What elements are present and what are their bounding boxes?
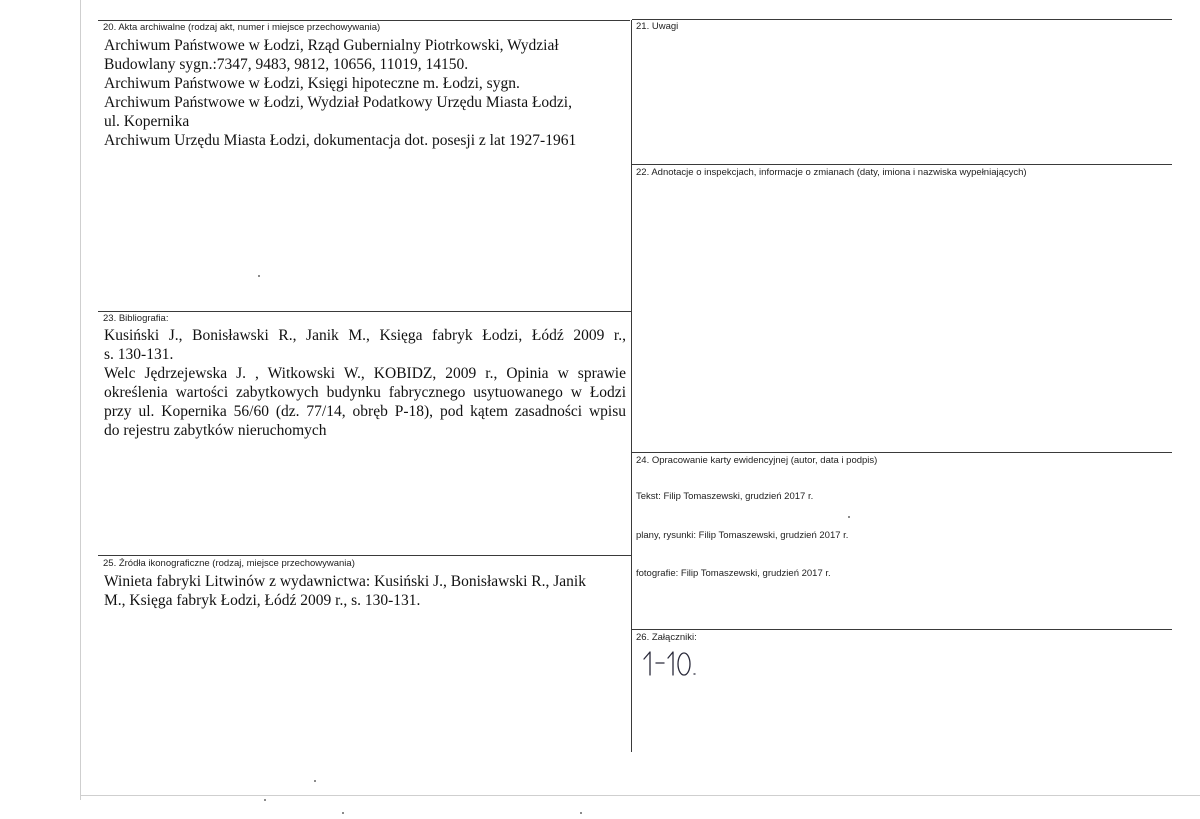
- prepared-photos-author: fotografie: Filip Tomaszewski, grudzień 2017 r.: [636, 568, 831, 579]
- bibliography-line: Kusiński J., Bonisławski R., Janik M., Księga fabryk Łodzi, Łódź 2009 r.,: [104, 327, 626, 344]
- bibliography-text: [104, 326, 626, 440]
- notes-label: 21. Uwagi: [636, 21, 679, 32]
- prepared-plans-author: plany, rysunki: Filip Tomaszewski, grudzień 2017 r.: [636, 530, 849, 541]
- scan-speck: [848, 516, 850, 518]
- archives-label: 20. Akta archiwalne (rodzaj akt, numer i miejsce przechowywania): [103, 22, 381, 33]
- archives-line: Budowlany sygn.:7347, 9483, 9812, 10656, 11019, 14150.: [104, 56, 469, 73]
- attachments-label: 26. Załączniki:: [636, 632, 697, 643]
- prepared-label: 24. Opracowanie karty ewidencyjnej (autor, data i podpis): [636, 455, 878, 466]
- iconography-label: 25. Źródła ikonograficzne (rodzaj, miejsce przechowywania): [103, 558, 355, 569]
- archives-line: Archiwum Państwowe w Łodzi, Wydział Podatkowy Urzędu Miasta Łodzi,: [104, 94, 572, 111]
- bibliography-line: określenia wartości zabytkowych budynku fabrycznego usytuowanego w Łodzi: [104, 384, 626, 401]
- bibliography-line: do rejestru zabytków nieruchomych: [104, 422, 327, 439]
- center-divider: [631, 20, 632, 752]
- scan-speck: [258, 275, 260, 277]
- scan-speck: [580, 812, 582, 814]
- archives-line: ul. Kopernika: [104, 113, 190, 130]
- bottom-scan-edge: [80, 795, 1200, 796]
- top-border-left: [98, 20, 630, 21]
- iconography-line: M., Księga fabryk Łodzi, Łódź 2009 r., s. 130-131.: [104, 592, 421, 609]
- divider-20-23: [98, 311, 631, 312]
- divider-23-25: [98, 555, 631, 556]
- archives-text: [104, 36, 576, 150]
- iconography-line: Winieta fabryki Litwinów z wydawnictwa: Kusiński J., Bonisławski R., Janik: [104, 573, 586, 590]
- top-border-right: [632, 19, 1172, 20]
- scan-speck: [342, 812, 344, 814]
- bibliography-line: przy ul. Kopernika 56/60 (dz. 77/14, obręb P-18), pod kątem zasadności wpisu: [104, 403, 626, 420]
- divider-21-22: [632, 164, 1172, 165]
- inspections-label: 22. Adnotacje o inspekcjach, informacje o zmianach (daty, imiona i nazwiska wypełniających): [636, 167, 1027, 178]
- bibliography-line: Welc Jędrzejewska J. , Witkowski W., KOBIDZ, 2009 r., Opinia w sprawie: [104, 365, 626, 382]
- divider-22-24: [632, 452, 1172, 453]
- prepared-text-author: Tekst: Filip Tomaszewski, grudzień 2017 r.: [636, 491, 814, 502]
- left-page-edge: [80, 0, 81, 800]
- divider-24-26: [632, 629, 1172, 630]
- bibliography-label: 23. Bibliografia:: [103, 313, 169, 324]
- archives-line: Archiwum Urzędu Miasta Łodzi, dokumentacja dot. posesji z lat 1927-1961: [104, 132, 577, 149]
- archives-line: Archiwum Państwowe w Łodzi, Rząd Gubernialny Piotrkowski, Wydział: [104, 37, 559, 54]
- archives-line: Archiwum Państwowe w Łodzi, Księgi hipoteczne m. Łodzi, sygn.: [104, 75, 520, 92]
- attachments-handwritten-range: [640, 645, 710, 685]
- scan-speck: [314, 780, 316, 782]
- bibliography-line: s. 130-131.: [104, 346, 174, 363]
- scan-speck: [264, 799, 266, 801]
- iconography-text: [104, 572, 586, 610]
